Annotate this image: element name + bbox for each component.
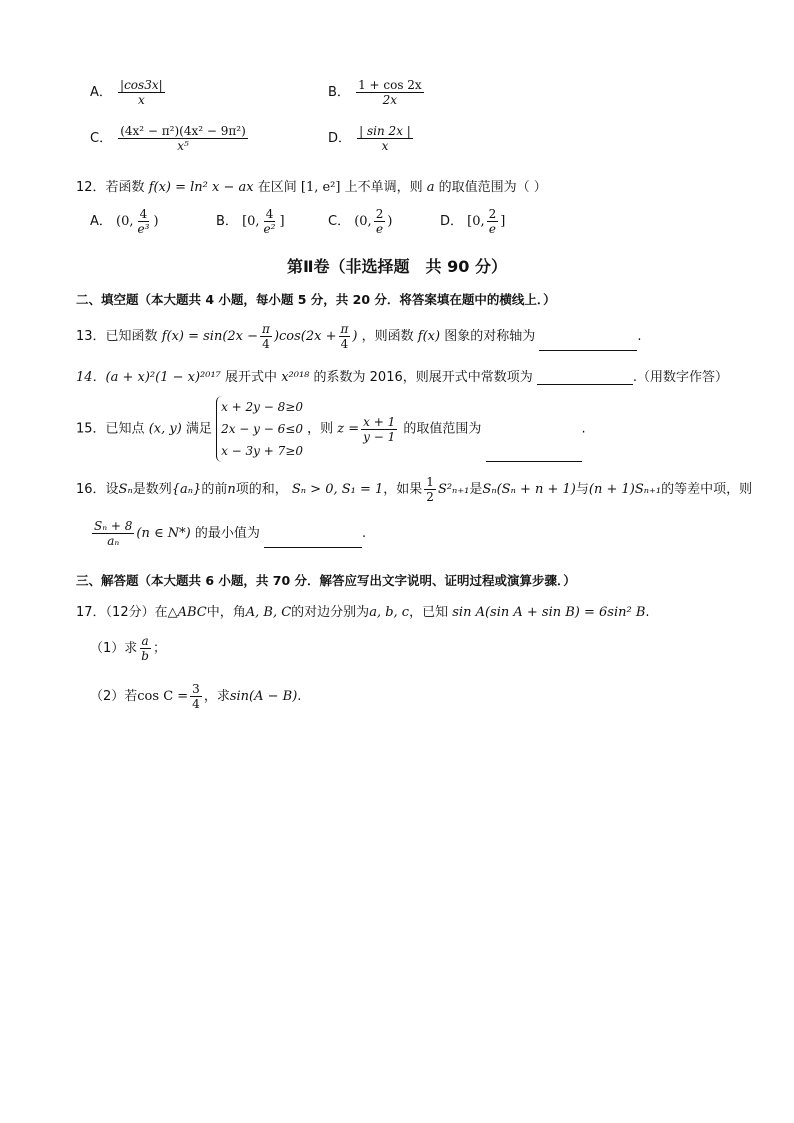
fraction	[118, 124, 248, 153]
punctuation: ；	[152, 641, 166, 656]
denominator: e	[375, 222, 384, 236]
denominator: aₙ	[107, 534, 120, 548]
question-text: 在区间	[257, 180, 297, 195]
math-expression: (x, y)	[148, 421, 182, 437]
numerator: 4	[265, 207, 274, 221]
option-label: D．	[440, 214, 464, 229]
q11-option-a	[90, 78, 167, 107]
question-text: 的最小值为	[194, 526, 260, 541]
punctuation: .	[645, 605, 650, 620]
question-text: 与	[575, 482, 589, 497]
question-17-part-2	[90, 682, 301, 711]
option-label: C．	[328, 214, 351, 229]
numerator: Sₙ + 8	[94, 519, 133, 533]
fill-in-header: 二、填空题（本大题共 4 小题，每小题 5 分，共 20 分．将答案填在题中的横线上．）	[76, 292, 556, 307]
question-text: 17．（12分）在	[76, 605, 168, 620]
question-16-continued	[90, 519, 366, 548]
fraction	[374, 207, 386, 236]
numerator: 1	[426, 475, 434, 489]
math-expression: Sₙ	[118, 482, 133, 497]
question-text: 16．设	[76, 482, 119, 497]
question-text: 的取值范围为（ ）	[438, 180, 547, 195]
math-expression: ]	[279, 214, 285, 229]
numerator: 4	[139, 207, 148, 221]
math-expression: )	[352, 329, 358, 344]
denominator: x	[137, 93, 145, 107]
question-text: 的对边分别为	[291, 605, 370, 620]
punctuation: .	[637, 329, 642, 344]
question-text: ，如果	[383, 482, 423, 497]
numerator: |cos3x|	[120, 78, 163, 92]
numerator: 2	[375, 207, 384, 221]
denominator: 2x	[382, 93, 398, 107]
question-text: ，则函数	[361, 329, 414, 344]
numerator: (4x² − π²)(4x² − 9π²)	[120, 124, 246, 138]
option-label: B．	[216, 214, 238, 229]
math-expression: n	[227, 482, 236, 497]
question-16	[76, 475, 752, 504]
question-text: ，则	[307, 421, 334, 437]
option-label: C．	[90, 131, 113, 146]
question-text: 图象的对称轴为	[444, 329, 536, 344]
solve-header: 三、解答题（本大题共 6 小题，共 70 分．解答应写出文字说明、证明过程或演算步骤．）	[76, 573, 576, 588]
question-12	[76, 176, 547, 195]
fraction	[92, 519, 134, 548]
punctuation: .	[581, 421, 586, 437]
question-text: 项的和，	[235, 482, 288, 497]
denominator: x	[381, 139, 389, 153]
question-text: 满足	[185, 421, 212, 437]
inequality-system	[216, 396, 303, 462]
question-15	[76, 396, 586, 462]
inequality: x − 3y + 7≥0	[221, 444, 303, 458]
numerator: 3	[192, 682, 200, 696]
question-text: （2）若	[90, 689, 138, 704]
numerator: x + 1	[363, 414, 396, 429]
math-expression: cos C =	[137, 689, 189, 704]
math-expression: (n + 1)Sₙ₊₁	[588, 482, 662, 497]
denominator: 4	[262, 337, 270, 351]
answer-blank[interactable]	[537, 370, 633, 385]
math-expression: )	[387, 214, 393, 229]
question-text: .（用数字作答）	[632, 370, 729, 385]
question-text: 15．已知点	[76, 421, 145, 437]
answer-blank[interactable]	[486, 447, 582, 462]
math-expression: )cos(2x +	[273, 329, 337, 344]
math-expression: S²ₙ₊₁	[437, 482, 470, 497]
math-expression: f(x) = sin(2x −	[161, 329, 259, 344]
numerator: a	[141, 634, 149, 648]
math-expression: x²⁰¹⁸	[281, 370, 310, 385]
denominator: 4	[192, 697, 200, 711]
numerator: π	[262, 322, 270, 336]
math-expression: (n ∈ N*)	[136, 526, 191, 541]
q11-option-d	[328, 124, 415, 153]
denominator: e²	[263, 222, 276, 236]
math-expression: {aₙ}	[171, 482, 202, 497]
punctuation: .	[361, 526, 367, 541]
math-expression: f(x)	[417, 329, 441, 344]
fraction	[424, 475, 436, 504]
math-expression: A, B, C	[245, 605, 292, 620]
question-text: 上不单调，则	[344, 180, 423, 195]
fraction	[339, 322, 351, 351]
q12-option-a	[90, 207, 159, 236]
option-label: D．	[328, 131, 352, 146]
math-expression: (0,	[116, 214, 134, 229]
q11-option-c	[90, 124, 250, 153]
question-text: 12．若函数	[76, 180, 145, 195]
q12-option-c	[328, 207, 392, 236]
fraction	[136, 207, 152, 236]
math-expression: )	[153, 214, 159, 229]
math-expression: [0,	[242, 214, 260, 229]
fraction	[356, 78, 424, 107]
math-expression: sin A(sin A + sin B) = 6sin² B	[452, 605, 646, 620]
denominator: e	[488, 222, 497, 236]
question-text: 中，角	[206, 605, 246, 620]
fraction	[262, 207, 278, 236]
math-expression: a, b, c	[369, 605, 410, 620]
fraction	[190, 682, 202, 711]
math-expression: [0,	[467, 214, 485, 229]
fraction	[361, 415, 397, 444]
question-text: 13．已知函数	[76, 329, 158, 344]
answer-blank[interactable]	[264, 533, 362, 548]
question-text: 展开式中	[225, 370, 278, 385]
denominator: e³	[137, 222, 150, 236]
question-text: ，已知	[409, 605, 449, 620]
numerator: 2	[488, 207, 497, 221]
math-expression: z =	[337, 421, 360, 437]
option-label: B．	[328, 85, 350, 100]
question-17	[76, 601, 650, 620]
question-text: 是	[469, 482, 483, 497]
denominator: y − 1	[363, 429, 396, 444]
question-text: 的前	[201, 482, 228, 497]
question-14	[76, 366, 728, 385]
question-13	[76, 322, 642, 351]
math-expression: △ABC	[167, 605, 207, 620]
question-text: 的系数为 2016，则展开式中常数项为	[313, 370, 533, 385]
q12-option-d	[440, 207, 505, 236]
math-expression: a	[426, 180, 435, 195]
punctuation: .	[297, 689, 302, 704]
q11-option-b	[328, 78, 426, 107]
denominator: 2	[426, 490, 434, 504]
denominator: 4	[340, 337, 349, 351]
math-expression: 14．(a + x)²(1 − x)²⁰¹⁷	[76, 370, 221, 385]
numerator: | sin 2x |	[359, 124, 411, 138]
section-title: 第Ⅱ卷（非选择题 共 90 分）	[287, 257, 507, 276]
math-expression: [1, e²]	[300, 180, 341, 195]
question-text: 是数列	[132, 482, 172, 497]
math-expression: ]	[500, 214, 506, 229]
math-expression: Sₙ(Sₙ + n + 1)	[482, 482, 576, 497]
numerator: π	[340, 322, 349, 336]
question-text: （1）求	[90, 641, 138, 656]
math-expression: Sₙ > 0, S₁ = 1	[291, 482, 384, 497]
inequality: 2x − y − 6≤0	[221, 422, 303, 436]
denominator: x⁵	[177, 139, 189, 153]
numerator: 1 + cos 2x	[358, 78, 422, 92]
fraction	[357, 124, 413, 153]
fraction	[260, 322, 272, 351]
math-expression: (0,	[354, 214, 372, 229]
math-expression: f(x) = ln² x − ax	[148, 180, 254, 195]
question-text: 的取值范围为	[403, 421, 482, 437]
q12-option-b	[216, 207, 285, 236]
fraction	[118, 78, 165, 107]
answer-blank[interactable]	[539, 336, 637, 351]
fraction	[139, 634, 151, 663]
option-label: A．	[90, 214, 112, 229]
option-label: A．	[90, 85, 112, 100]
inequality: x + 2y − 8≥0	[221, 400, 303, 414]
question-text: 的等差中项，则	[661, 482, 753, 497]
denominator: b	[141, 649, 149, 663]
question-17-part-1	[90, 634, 166, 663]
question-text: ，求	[203, 689, 230, 704]
fraction	[487, 207, 499, 236]
math-expression: sin(A − B)	[229, 689, 298, 704]
